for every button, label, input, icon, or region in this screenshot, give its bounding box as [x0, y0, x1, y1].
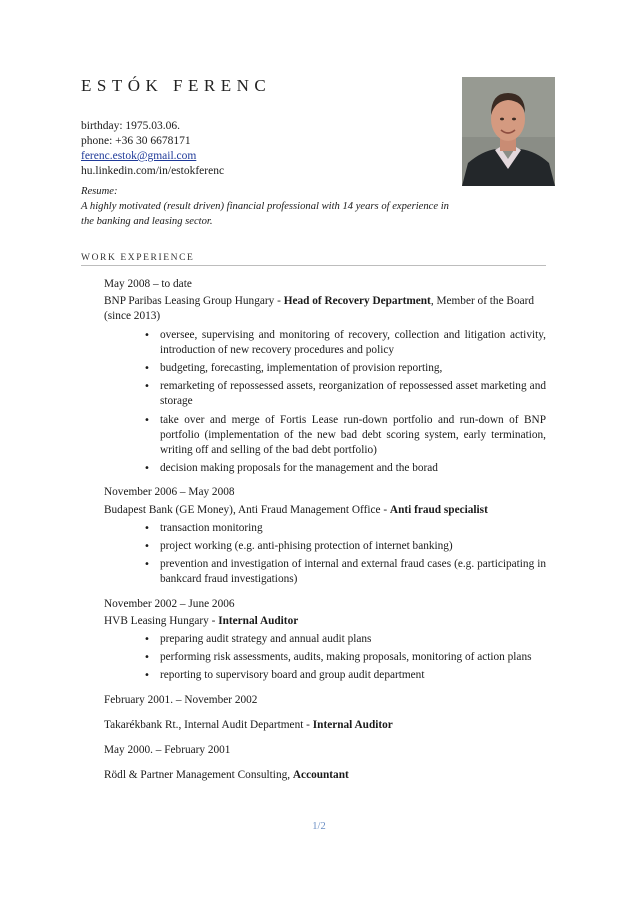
job-role: [104, 768, 546, 783]
job-role: [104, 718, 546, 733]
job-date: November 2006 – May 2008: [104, 486, 235, 499]
job-date: February 2001. – November 2002: [104, 693, 258, 706]
job-entry: [104, 693, 546, 708]
job-duty: • project working (e.g. anti-phising protection of internet banking): [104, 539, 546, 554]
job-duty: • oversee, supervising and monitoring of recovery, collection and litigation activity, introduction of new recovery procedures and policy: [104, 328, 546, 358]
job-employer: Rödl & Partner Management Consulting,: [104, 769, 293, 782]
job-date: May 2008 – to date: [104, 278, 192, 290]
page-number: 1/2: [312, 821, 326, 832]
job-duties: [104, 521, 546, 588]
resume-name: ESTÓK FERENC: [81, 76, 272, 95]
job-duty: • budgeting, forecasting, implementation of provision reporting,: [104, 361, 546, 376]
job-title: Accountant: [292, 769, 349, 782]
job-entry: [104, 485, 546, 587]
job-title: Anti fraud specialist: [389, 503, 488, 516]
phone-line: phone: +36 30 6678171: [81, 135, 191, 147]
job-employer: BNP Paribas Leasing Group Hungary -: [104, 295, 284, 308]
job-duties: [104, 632, 546, 684]
job-employer: Budapest Bank (GE Money), Anti Fraud Management Office -: [104, 503, 390, 516]
job-title: Internal Auditor: [218, 614, 299, 627]
summary-text: A highly motivated (result driven) financial professional with 14 years of experience in the banking and leasing sector.: [81, 201, 449, 227]
job-duty: • preparing audit strategy and annual audit plans: [104, 632, 546, 647]
profile-photo: [462, 77, 555, 186]
job-duty: • take over and merge of Fortis Lease run-down portfolio and run-down of BNP portfolio (implementation of the new bad debt scoring system, early termination, writing off and selling of the bad debt portfolio): [104, 413, 546, 459]
work-experience-list: [104, 277, 546, 793]
job-duty: • prevention and investigation of internal and external fraud cases (e.g. participating in bankcard fraud investigations): [104, 557, 546, 587]
resume-summary: [81, 184, 451, 229]
contact-block: [81, 119, 224, 179]
job-role: [104, 294, 546, 324]
job-date: May 2000. – February 2001: [104, 744, 231, 757]
job-entry: [104, 743, 546, 758]
job-title: Internal Auditor: [312, 718, 393, 731]
job-employer: Takarékbank Rt., Internal Audit Department -: [104, 718, 313, 731]
job-duty: • remarketing of repossessed assets, reorganization of repossessed asset marketing and storage: [104, 379, 546, 409]
job-duty: • performing risk assessments, audits, making proposals, monitoring of action plans: [104, 650, 546, 665]
job-date: November 2002 – June 2006: [104, 597, 235, 610]
job-duty: • reporting to supervisory board and group audit department: [104, 668, 546, 683]
summary-label: Resume:: [81, 186, 118, 197]
job-title: Head of Recovery Department: [283, 295, 431, 308]
linkedin-line: hu.linkedin.com/in/estokferenc: [81, 165, 225, 177]
job-entry: [104, 277, 546, 476]
job-duty: • transaction monitoring: [104, 521, 546, 536]
job-duties: [104, 328, 546, 477]
email-link[interactable]: ferenc.estok@gmail.com: [81, 150, 197, 162]
job-role: [104, 503, 546, 518]
birthday-line: birthday: 1975.03.06.: [81, 120, 181, 132]
job-employer: HVB Leasing Hungary -: [104, 614, 219, 627]
job-entry: [104, 597, 546, 684]
job-role: [104, 614, 546, 629]
section-title-work-experience: WORK EXPERIENCE: [81, 253, 195, 263]
job-duty: • decision making proposals for the management and the borad: [104, 461, 546, 476]
job-entry: [104, 768, 546, 783]
job-entry: [104, 718, 546, 733]
job-role-extra: , Member of the Board (since 2013): [104, 295, 535, 323]
section-divider: [81, 265, 546, 266]
